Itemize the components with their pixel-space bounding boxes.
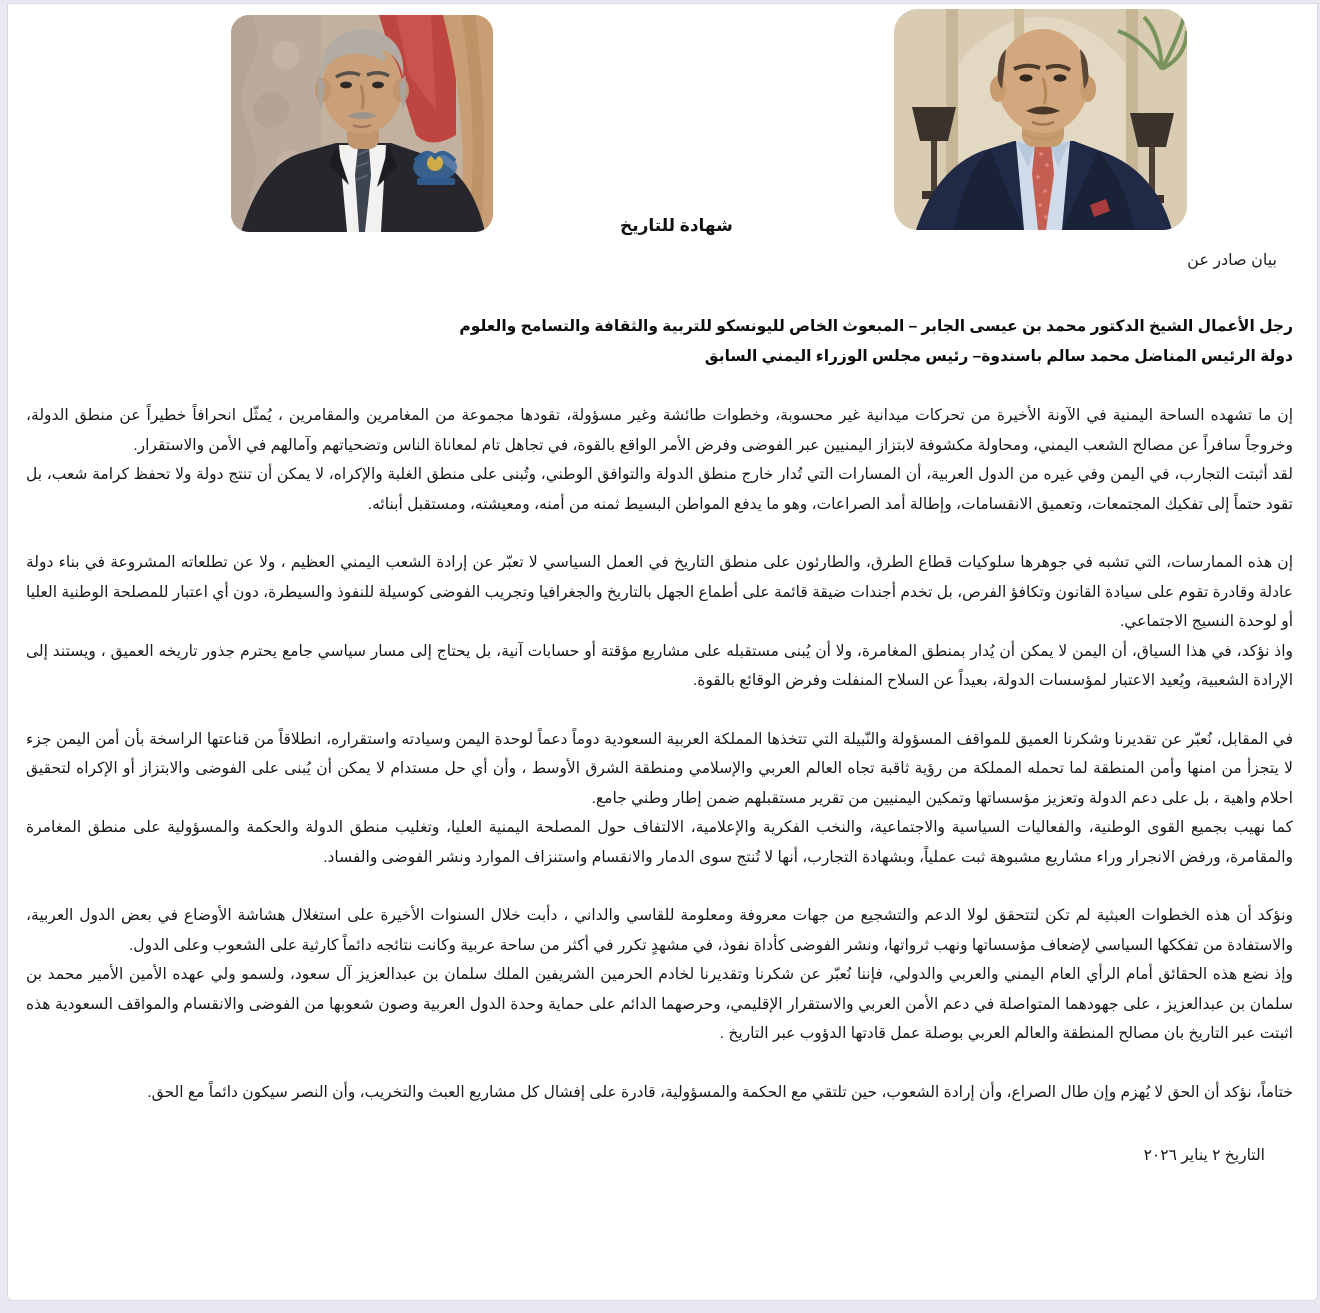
- left-portrait-photo: [231, 15, 493, 232]
- issuer-line: رجل الأعمال الشيخ الدكتور محمد بن عيسى الجابر – المبعوث الخاص لليونسكو للتربية والثقافة والتسامح والعلوم: [459, 318, 1293, 335]
- issuer-lines: [26, 312, 1293, 372]
- statement-paragraph: إن ما تشهده الساحة اليمنية في الآونة الأخيرة من تحركات ميدانية غير محسوبة، وخطوات طائشة وغير مسؤولة، تقودها مجموعة من المغامرين والمقامرين ، يُمثّل انحرافاً خطيراً عن منطق الدولة، وخروجاً سافراً عن مصالح الشعب اليمني، ومحاولة مكشوفة لابتزاز اليمنيين عبر الفوضى وفرض الأمر الواقع بالقوة، في تجاهل تام لمعاناة الناس وتضحياتهم وآمالهم في الأمن والاستقرار.: [26, 407, 1293, 454]
- statement-paragraph: ونؤكد أن هذه الخطوات العبثية لم تكن لتتحقق لولا الدعم والتشجيع من جهات معروفة ومعلومة للقاسي والداني ، دأبت خلال السنوات الأخيرة على استغلال هشاشة الأوضاع في بعض الدول العربية، والاستفادة من تفككها السياسي لإضعاف مؤسساتها ونهب ثرواتها، ونشر الفوضى كأداة نفوذ، في مشهدٍ تكرر في أكثر من ساحة عربية وكانت نتائجه دائماً كارثية على الشعوب وعلى الدول.: [26, 907, 1293, 954]
- issuer-line: دولة الرئيس المناضل محمد سالم باسندوة– رئيس مجلس الوزراء اليمني السابق: [704, 348, 1293, 365]
- issued-by-label: بيان صادر عن: [1187, 252, 1277, 269]
- emblem-watermark: [413, 153, 457, 185]
- statement-body: [26, 312, 1293, 1171]
- statement-paragraph: واذ نؤكد، في هذا السياق، أن اليمن لا يمكن أن يُدار بمنطق المغامرة، ولا أن يُبنى مستقبله على مشاريع مؤقتة أو حسابات آنية، بل يحتاج إلى مسار سياسي جامع يحترم جذور تاريخه العميق ، ويستند إلى الإرادة الشعبية، ويُعيد الاعتبار لمؤسسات الدولة، بعيداً عن السلاح المنفلت وفرض الوقائع بالقوة.: [26, 642, 1293, 689]
- statement-paragraph: كما نهيب بجميع القوى الوطنية، والفعاليات السياسية والاجتماعية، والنخب الفكرية والإعلامية، الالتفاف حول المصلحة اليمنية العليا، وتغليب منطق الدولة والحكمة والمسؤولية على منطق المغامرة والمقامرة، ورفض الانجرار وراء مشاريع مشبوهة ثبت عملياً، وبشهادة التجارب، أنها لا تُنتج سوى الدمار والانقسام واستنزاف الموارد ونشر الفوضى والفساد.: [26, 819, 1293, 866]
- statement-paragraphs: [26, 401, 1293, 1107]
- document-page: [7, 3, 1318, 1301]
- statement-paragraph: ختاماً، نؤكد أن الحق لا يُهزم وإن طال الصراع، وأن إرادة الشعوب، حين تلتقي مع الحكمة والمسؤولية، قادرة على إفشال كل مشاريع العبث والتخريب، وأن النصر سيكون دائماً مع الحق.: [147, 1083, 1293, 1101]
- right-portrait-photo: [894, 9, 1187, 230]
- statement-paragraph: في المقابل، نُعبّر عن تقديرنا وشكرنا العميق للمواقف المسؤولة والنّبيلة التي تتخذها المملكة العربية السعودية دوماً دعماً لوحدة اليمن وسيادته واستقراره، انطلاقاً من قناعتها الراسخة بأن أمن اليمن جزء لا يتجزأ من امنها وأمن المنطقة لما تحمله المملكة من رؤية ثاقبة تجاه العالم العربي والإسلامي ومنطقة الشرق الأوسط ، وأن أي حل مستدام لا يمكن أن يُبنى على الفوضى والابتزاز أو الإكراه لتحقيق احلام واهية ، بل على دعم الدولة وتعزيز مؤسساتها وتمكين اليمنيين من تقرير مستقبلهم ضمن إطار وطني جامع.: [26, 730, 1293, 807]
- statement-paragraph: إن هذه الممارسات، التي تشبه في جوهرها سلوكيات قطاع الطرق، والطارئون على منطق التاريخ في العمل السياسي لا تعبّر عن إرادة الشعب اليمني العظيم ، ولا عن تطلعاته المشروعة في بناء دولة عادلة وقادرة تقوم على سيادة القانون وتكافؤ الفرص، بل تخدم أجندات ضيقة قائمة على أطماع الجهل بالتاريخ والجغرافيا وتجريب الفوضى كوسيلة للنفوذ والسيطرة، دون أي اعتبار للمصلحة الوطنية العليا أو لوحدة النسيج الاجتماعي.: [26, 554, 1293, 630]
- statement-date: التاريخ ٢ يناير ٢٠٢٦: [1143, 1147, 1265, 1164]
- document-title: شهادة للتاريخ: [620, 216, 733, 235]
- statement-paragraph: لقد أثبتت التجارب، في اليمن وفي غيره من الدول العربية، أن المسارات التي تُدار خارج منطق الدولة والتوافق الوطني، وتُبنى على منطق الغلبة والإكراه، لا يمكن أن تنتج دولة ولا تحفظ كرامة شعب، بل تقود حتماً إلى تفكيك المجتمعات، وتعميق الانقسامات، وإطالة أمد الصراعات، وهو ما يدفع المواطن البسيط ثمنه من أمنه، ومعيشته، ومستقبل أبنائه.: [26, 466, 1293, 513]
- statement-paragraph: وإذ نضع هذه الحقائق أمام الرأي العام اليمني والعربي والدولي، فإننا نُعبّر عن شكرنا وتقديرنا لخادم الحرمين الشريفين الملك سلمان بن عبدالعزيز آل سعود، ولسمو ولي عهده الأمين الأمير محمد بن سلمان بن عبدالعزيز ، على جهودهما المتواصلة في دعم الأمن العربي والاستقرار الإقليمي، وحرصهما الدائم على حماية وحدة الدول العربية وصون شعوبها من الفوضى والانقسام والمواقف السعودية هذه اثبتت عبر التاريخ بان مصالح المنطقة والعالم العربي بوصلة عمل قادتها الدؤوب عبر التاريخ .: [26, 966, 1293, 1042]
